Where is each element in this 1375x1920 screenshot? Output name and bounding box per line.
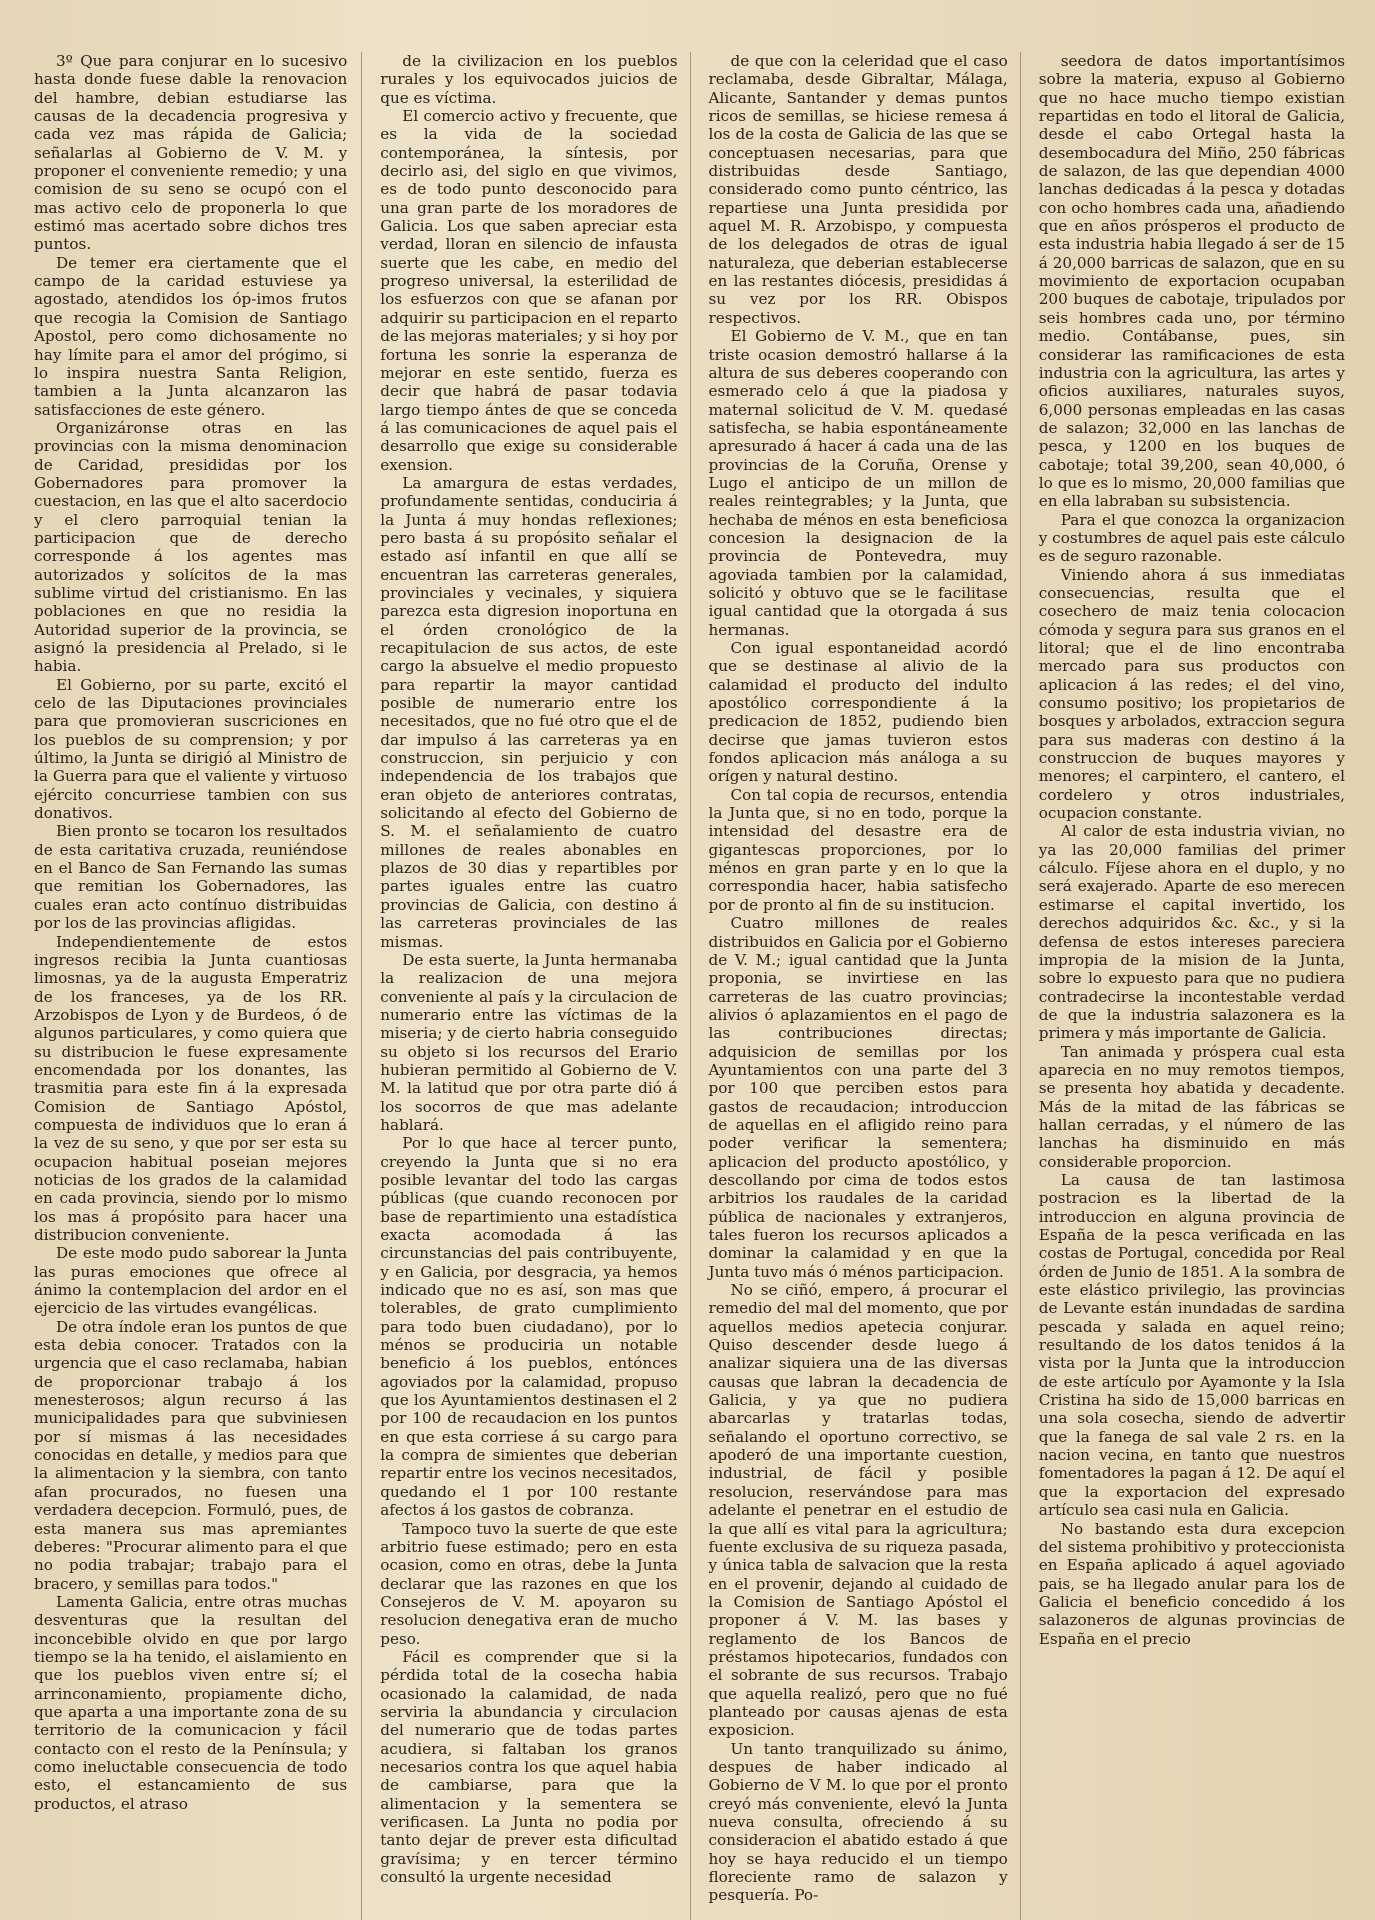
- paragraph: Cuatro millones de reales distribuidos en Galicia por el Gobierno de V. M.; igual cantidad que la Junta proponia, se invirtiese en las carreteras de las cuatro provincias; alivios ó aplazamientos en el pago de las contribuciones directas; adquisicion de semillas por los Ayuntamientos con una parte del 3 por 100 que perciben estos para gastos de recaudacion; introduccion de aquellas en el afligido reino para poder verificar la sementera; aplicacion del producto apostólico, y descollando por cima de todos estos arbitrios los raudales de la caridad pública de nacionales y extranjeros, tales fueron los recursos aplicados a dominar la calamidad y en que la Junta tuvo más ó ménos participacion.: [708, 914, 1008, 1281]
- paragraph: Al calor de esta industria vivian, no ya las 20,000 familias del primer cálculo. Fíjese ahora en el duplo, y no será exajerado. Aparte de eso merecen estimarse el capital invertido, los derechos adquiridos &c. &c., y si la defensa de estos intereses pareciera impropia de la mision de la Junta, sobre lo expuesto para que no pudiera contradecirse la incontestable verdad de que la industria salazonera es la primera y más importante de Galicia.: [1038, 822, 1346, 1043]
- paragraph: seedora de datos importantísimos sobre la materia, expuso al Gobierno que no hace mucho tiempo existian repartidas en todo el litoral de Galicia, desde el cabo Ortegal hasta la desembocadura del Miño, 250 fábricas de salazon, de las que dependian 4000 lanchas dedicadas á la pesca y dotadas con ocho hombres cada una, añadiendo que en años prósperos el producto de esta industria habia llegado á ser de 15 á 20,000 barricas de salazon, que en su movimiento de exportacion ocupaban 200 buques de cabotaje, tripulados por seis hombres cada uno, por término medio. Contábanse, pues, sin considerar las ramificaciones de esta industria con la agricultura, las artes y oficios auxiliares, naturales suyos, 6,000 personas empleadas en las casas de salazon; 32,000 en las lanchas de pesca, y 1200 en los buques de cabotaje; total 39,200, sean 40,000, ó lo que es lo mismo, 20,000 familias que en ella labraban su subsistencia.: [1038, 52, 1346, 511]
- paragraph: Lamenta Galicia, entre otras muchas desventuras que la resultan del inconcebible olvido en que por largo tiempo se la ha tenido, el aislamiento en que los pueblos viven entre sí; el arrinconamiento, propiamente dicho, que aparta a una importante zona de su territorio de la comunicacion y fácil contacto con el resto de la Península; y como ineluctable consecuencia de todo esto, el estancamiento de sus productos, el atraso: [34, 1592, 348, 1813]
- paragraph: Por lo que hace al tercer punto, creyendo la Junta que si no era posible levantar del todo las cargas públicas (que cuando reconocen por base de repartimiento una estadística exacta acomodada á las circunstancias del pais contribuyente, y en Galicia, por desgracia, ya hemos indicado que no es así, son mas que tolerables, de grato cumplimiento para todo buen ciudadano), por lo ménos se produciria un notable beneficio á los pueblos, entónces agoviados por la calamidad, propuso que los Ayuntamientos destinasen el 2 por 100 de recaudacion en los puntos en que esta corriese á su cargo para la compra de simientes que deberian repartir entre los vecinos necesitados, quedando el 1 por 100 restante afectos á los gastos de cobranza.: [380, 1134, 678, 1520]
- paragraph: de la civilizacion en los pueblos rurales y los equivocados juicios de que es víctima.: [380, 52, 678, 107]
- paragraph: Bien pronto se tocaron los resultados de esta caritativa cruzada, reuniéndose en el Banco de San Fernando las sumas que remitian los Gobernadores, las cuales eran acto contínuo distribuidas por los de las provincias afligidas.: [34, 822, 348, 933]
- column-divider: [690, 52, 691, 1920]
- paragraph: El comercio activo y frecuente, que es la vida de la sociedad contemporánea, la síntesis, por decirlo asi, del siglo en que vivimos, es de todo punto desconocido para una gran parte de los moradores de Galicia. Los que saben apreciar esta verdad, lloran en silencio de infausta suerte que les cabe, en medio del progreso universal, la esterilidad de los esfuerzos con que se afanan por adquirir su participacion en el reparto de las mejoras materiales; y si hoy por fortuna les sonrie la esperanza de mejorar en este sentido, fuerza es decir que habrá de pasar todavia largo tiempo ántes de que se conceda á las comunicaciones de aquel pais el desarrollo que exige su considerable exension.: [380, 107, 678, 474]
- paragraph: De esta suerte, la Junta hermanaba la realizacion de una mejora conveniente al país y la circulacion de numerario entre las víctimas de la miseria; y de cierto habria conseguido su objeto si los recursos del Erario hubieran permitido al Gobierno de V. M. la latitud que por otra parte dió á los socorros de que mas adelante hablará.: [380, 950, 678, 1134]
- text-column-3: [691, 52, 1020, 1920]
- text-column-1: [34, 52, 361, 1920]
- paragraph: El Gobierno, por su parte, excitó el celo de las Diputaciones provinciales para que promovieran suscriciones en los pueblos de su comprension; y por último, la Junta se dirigió al Ministro de la Guerra para que el valiente y virtuoso ejército concurriese tambien con sus donativos.: [34, 675, 348, 823]
- paragraph: No se ciñó, empero, á procurar el remedio del mal del momento, que por aquellos medios apetecia conjurar. Quiso descender desde luego á analizar siquiera una de las diversas causas que labran la decadencia de Galicia, y ya que no pudiera abarcarlas y tratarlas todas, señalando el oportuno correctivo, se apoderó de una importante cuestion, industrial, de fácil y posible resolucion, reservándose para mas adelante el penetrar en el estudio de la que allí es vital para la agricultura; fuente exclusiva de su riqueza pasada, y única tabla de salvacion que la resta en el provenir, dejando al cuidado de la Comision de Santiago Apóstol el proponer á V. M. las bases y reglamento de los Bancos de préstamos hipotecarios, fundados con el sobrante de sus recursos. Trabajo que aquella realizó, pero que no fué planteado por causas ajenas de esta exposicion.: [708, 1281, 1008, 1740]
- paragraph: de que con la celeridad que el caso reclamaba, desde Gibraltar, Málaga, Alicante, Santander y demas puntos ricos de semillas, se hiciese remesa á los de la costa de Galicia de las que se conceptuasen necesarias, para que distribuidas desde Santiago, considerado como punto céntrico, las repartiese una Junta presidida por aquel M. R. Arzobispo, y compuesta de los delegados de otras de igual naturaleza, que deberian establecerse en las restantes diócesis, presididas á su vez por los RR. Obispos respectivos.: [708, 52, 1008, 327]
- paragraph: La amargura de estas verdades, profundamente sentidas, conduciria á la Junta á muy hondas reflexiones; pero basta á su propósito señalar el estado así infantil en que allí se encuentran las carreteras generales, provinciales y vecinales, y siquiera parezca esta digresion inoportuna en el órden cronológico de la recapitulacion de sus actos, de este cargo la absuelve el medio propuesto para repartir la mayor cantidad posible de numerario entre los necesitados, que no fué otro que el de dar impulso á las carreteras ya en construccion, sin perjuicio y con independencia de los trabajos que eran objeto de anteriores contratas, solicitando al efecto del Gobierno de S. M. el señalamiento de cuatro millones de reales abonables en plazos de 30 dias y repartibles por partes iguales entre las cuatro provincias de Galicia, con destino á las carreteras provinciales de las mismas.: [380, 473, 678, 951]
- paragraph: Con tal copia de recursos, entendia la Junta que, si no en todo, porque la intensidad del desastre era de gigantescas proporciones, por lo ménos en gran parte y en lo que la correspondia hacer, habia satisfecho por de pronto al fin de su institucion.: [708, 785, 1008, 914]
- paragraph: Tampoco tuvo la suerte de que este arbitrio fuese estimado; pero en esta ocasion, como en otras, debe la Junta declarar que las razones en que los Consejeros de V. M. apoyaron su resolucion denegativa eran de mucho peso.: [380, 1519, 678, 1648]
- paragraph: Independientemente de estos ingresos recibia la Junta cuantiosas limosnas, ya de la augusta Emperatriz de los franceses, ya de los RR. Arzobispos de Lyon y de Burdeos, ó de algunos particulares, y como quiera que su distribucion le fuese expresamente encomendada por los donantes, las trasmitia para este fin á la expresada Comision de Santiago Apóstol, compuesta de individuos que lo eran á la vez de su seno, y que por ser esta su ocupacion habitual poseian mejores noticias de los grados de la calamidad en cada provincia, siendo por lo mismo los mas á propósito para hacer una distribucion conveniente.: [34, 932, 348, 1244]
- text-column-2: [362, 52, 689, 1920]
- text-column-4: [1021, 52, 1345, 1920]
- paragraph: De este modo pudo saborear la Junta las puras emociones que ofrece al ánimo la contemplacion del ardor en el ejercicio de las virtudes evangélicas.: [34, 1244, 348, 1318]
- paragraph: 3º Que para conjurar en lo sucesivo hasta donde fuese dable la renovacion del hambre, debian estudiarse las causas de la decadencia progresiva y cada vez mas rápida de Galicia; señalarlas al Gobierno de V. M. y proponer el conveniente remedio; y una comision de su seno se ocupó con el mas activo celo de proponerla lo que estimó mas acertado sobre dichos tres puntos.: [34, 52, 348, 254]
- paragraph: De temer era ciertamente que el campo de la caridad estuviese ya agostado, atendidos los óp-imos frutos que recogia la Comision de Santiago Apostol, pero como dichosamente no hay límite para el amor del prógimo, si lo inspira nuestra Santa Religion, tambien a la Junta alcanzaron las satisfacciones de este género.: [34, 253, 348, 419]
- column-divider: [361, 52, 362, 1920]
- column-divider: [1020, 52, 1021, 1920]
- paragraph: El Gobierno de V. M., que en tan triste ocasion demostró hallarse á la altura de sus deberes cooperando con esmerado celo á que la piadosa y maternal solicitud de V. M. quedasé satisfecha, se habia espontáneamente apresurado á hacer á cada una de las provincias de la Coruña, Orense y Lugo el anticipo de un millon de reales reintegrables; y la Junta, que hechaba de ménos en esta beneficiosa concesion la designacion de la provincia de Pontevedra, muy agoviada tambien por la calamidad, solicitó y obtuvo que se le facilitase igual cantidad que la otorgada á sus hermanas.: [708, 327, 1008, 639]
- paragraph: Fácil es comprender que si la pérdida total de la cosecha habia ocasionado la calamidad, de nada serviria la abundancia y circulacion del numerario que de todas partes acudiera, si faltaban los granos necesarios contra los que aquel habia de cambiarse, para que la alimentacion y la sementera se verificasen. La Junta no podia por tanto dejar de prever esta dificultad gravísima; y en tercer término consultó la urgente necesidad: [380, 1647, 678, 1887]
- paragraph: De otra índole eran los puntos de que esta debia conocer. Tratados con la urgencia que el caso reclamaba, habian de proporcionar trabajo á los menesterosos; algun recurso á las municipalidades para que subviniesen por sí mismas á las necesidades conocidas en detalle, y medios para que la alimentacion y la siembra, con tanto afan procurados, no fuesen una verdadera decepcion. Formuló, pues, de esta manera sus mas apremiantes deberes: "Procurar alimento para el que no podia trabajar; trabajo para el bracero, y semillas para todos.": [34, 1317, 348, 1593]
- paragraph: Para el que conozca la organizacion y costumbres de aquel pais este cálculo es de seguro razonable.: [1038, 510, 1346, 566]
- paragraph: Viniendo ahora á sus inmediatas consecuencias, resulta que el cosechero de maiz tenia colocacion cómoda y segura para sus granos en el litoral; que el de lino encontraba mercado para sus productos con aplicacion á las redes; el del vino, consumo positivo; los propietarios de bosques y arbolados, extraccion segura para sus maderas con destino á la construccion de buques mayores y menores; el carpintero, el cantero, el cordelero y otros industriales, ocupacion constante.: [1038, 565, 1346, 823]
- paragraph: Organizáronse otras en las provincias con la misma denominacion de Caridad, presididas por los Gobernadores para promover la cuestacion, en las que el alto sacerdocio y el clero parroquial tenian la participacion que de derecho corresponde á los agentes mas autorizados y solícitos de la mas sublime virtud del cristianismo. En las poblaciones en que no residia la Autoridad superior de la provincia, se asignó la presidencia al Prelado, si le habia.: [34, 418, 348, 676]
- paragraph: No bastando esta dura excepcion del sistema prohibitivo y proteccionista en España aplicado á aquel agoviado pais, se ha llegado anular para los de Galicia el beneficio concedido á los salazoneros de algunas provincias de España en el precio: [1038, 1519, 1346, 1648]
- paragraph: Un tanto tranquilizado su ánimo, despues de haber indicado al Gobierno de V M. lo que por el pronto creyó más conveniente, elevó la Junta nueva consulta, ofreciendo á su consideracion el abatido estado á que hoy se haya reducido el un tiempo floreciente ramo de salazon y pesquería. Po-: [708, 1739, 1008, 1905]
- paragraph: Con igual espontaneidad acordó que se destinase al alivio de la calamidad el producto del indulto apostólico correspondiente á la predicacion de 1852, pudiendo bien decirse que jamas tuvieron estos fondos aplicacion más análoga a su orígen y natural destino.: [708, 639, 1008, 786]
- column-layout: [34, 52, 1345, 1920]
- paragraph: Tan animada y próspera cual esta aparecia en no muy remotos tiempos, se presenta hoy abatida y decadente. Más de la mitad de las fábricas se hallan cerradas, y el número de las lanchas ha disminuido en más considerable proporcion.: [1038, 1042, 1346, 1171]
- paragraph: La causa de tan lastimosa postracion es la libertad de la introduccion en alguna provincia de España de la pesca verificada en las costas de Portugal, concedida por Real órden de Junio de 1851. A la sombra de este elástico privilegio, las provincias de Levante están inundadas de sardina pescada y salada en aquel reino; resultando de los datos tenidos á la vista por la Junta que la introduccion de este artículo por Ayamonte y la Isla Cristina ha sido de 15,000 barricas en una sola cosecha, siendo de advertir que la fanega de sal vale 2 rs. en la nacion vecina, en tanto que nuestros fomentadores la pagan á 12. De aquí el que la exportacion del expresado artículo sea casi nula en Galicia.: [1038, 1170, 1346, 1520]
